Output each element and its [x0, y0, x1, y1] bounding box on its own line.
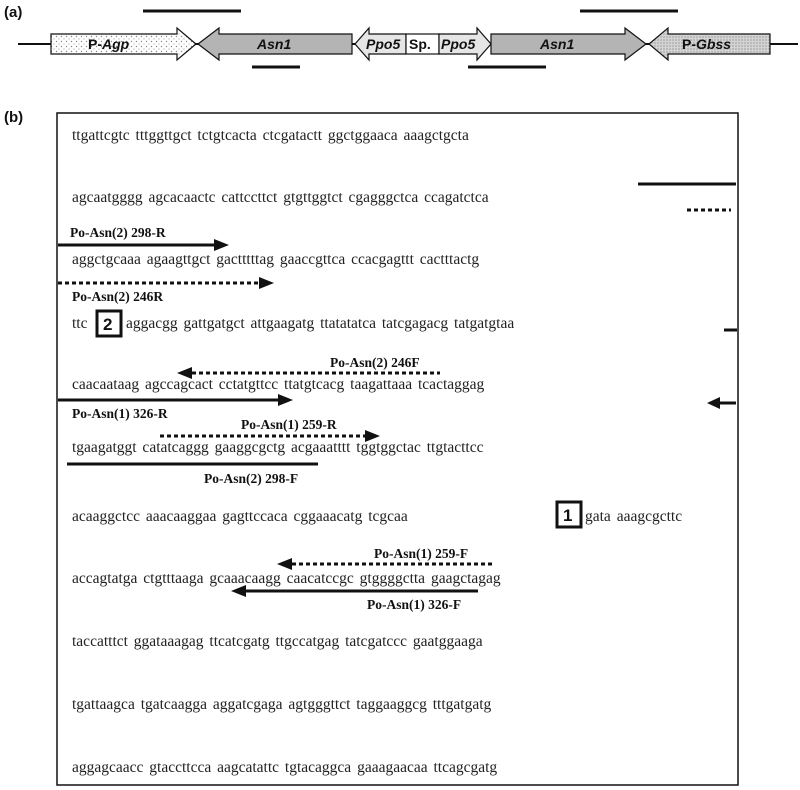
p-agp-label: P-Agp — [88, 36, 130, 52]
edge-left-arrowhead — [707, 397, 720, 409]
primer-asn2-298f-label: Po-Asn(2) 298-F — [204, 471, 299, 486]
panel-b-label: (b) — [4, 109, 24, 126]
primer-asn1-259r-label: Po-Asn(1) 259-R — [241, 417, 337, 432]
primer-asn1-326r-label: Po-Asn(1) 326-R — [72, 406, 168, 421]
sequence-line-8: accagtatga ctgtttaaga gcaaacaagg caacatccgc gtggggctta gaagctagag — [72, 570, 501, 587]
primer-asn2-246r-arrowhead — [259, 277, 274, 289]
spacer-label: Sp. — [409, 36, 431, 52]
asn1-left-label: Asn1 — [257, 36, 292, 52]
sequence-line-7-tail: gata aaagcgcttc — [585, 508, 683, 525]
sequence-line-4-tail: aggacgg gattgatgct attgaagatg ttatatatca tatcgagacg tatgatgtaa — [126, 315, 515, 332]
panel-a-label: (a) — [4, 4, 23, 21]
sequence-line-6: tgaagatggt catatcaggg gaaggcgctg acgaaatttt tggtggctac ttgtacttcc — [72, 439, 484, 456]
asn1-right-label: Asn1 — [540, 36, 575, 52]
sequence-line-7-head: acaaggctcc aaacaaggaa gagttccaca cggaaacatg tcgcaa — [72, 508, 408, 525]
sequence-line-10: tgattaagca tgatcaagga aggatcgaga agtgggttct taggaaggcg tttgatgatg — [72, 696, 492, 713]
primer-asn2-246f-label: Po-Asn(2) 246F — [330, 355, 420, 370]
sequence-line-1: ttgattcgtc tttggttgct tctgtcacta ctcgatactt ggctggaaca aaagctgcta — [72, 127, 469, 144]
site-marker-2-label: 2 — [103, 315, 113, 334]
sequence-line-11: aggagcaacc gtaccttcca aagcatattc tgtacaggca gaaagaacaa ttcagcgatg — [72, 759, 498, 776]
primer-asn1-326r-arrowhead — [278, 394, 293, 406]
sequence-line-2: agcaatgggg agcacaactc cattccttct gtgttggtct cgagggctca ccagatctca — [72, 189, 489, 206]
p-gbss-label: P-Gbss — [682, 36, 732, 52]
ppo5-right-label: Ppo5 — [441, 36, 476, 52]
primer-asn1-326f-label: Po-Asn(1) 326-F — [367, 597, 462, 612]
primer-asn1-259f-label: Po-Asn(1) 259-F — [374, 546, 469, 561]
ppo5-left-label: Ppo5 — [366, 36, 401, 52]
primer-asn1-259f-arrowhead — [277, 558, 292, 570]
sequence-line-9: taccatttct ggataaagag ttcatcgatg ttgccatgag tatcgatccc gaatggaaga — [72, 633, 483, 650]
sequence-line-3: aggctgcaaa agaagttgct gactttttag gaaccgttca ccacgagttt cactttactg — [72, 251, 480, 268]
sequence-line-5: caacaataag agccagcact cctatgttcc ttatgtcacg taagattaaa tcactaggag — [72, 376, 485, 393]
site-marker-1-label: 1 — [563, 506, 573, 525]
primer-asn2-298r-arrowhead — [214, 239, 229, 251]
primer-asn2-298r-label: Po-Asn(2) 298-R — [70, 225, 166, 240]
primer-asn2-246r-label: Po-Asn(2) 246R — [72, 289, 164, 304]
sequence-line-4-head: ttc — [72, 315, 88, 332]
